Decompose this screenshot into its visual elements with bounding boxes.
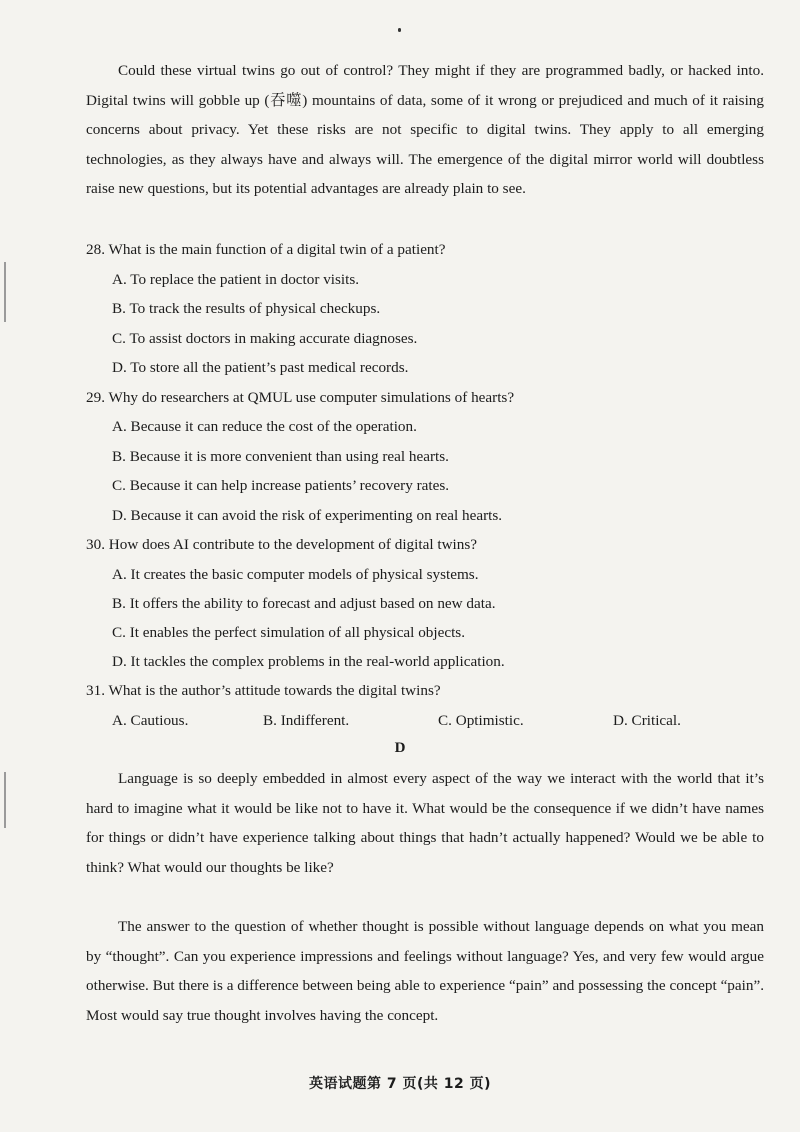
scan-edge-mark xyxy=(4,772,6,828)
question-29-option-c: C. Because it can help increase patients’ recovery rates. xyxy=(112,477,450,494)
question-30-option-c: C. It enables the perfect simulation of all physical objects. xyxy=(112,624,466,641)
question-28-option-a: A. To replace the patient in doctor visits. xyxy=(112,271,360,288)
question-28-option-c: C. To assist doctors in making accurate diagnoses. xyxy=(112,330,418,347)
question-31-option-b: B. Indifferent. xyxy=(263,712,350,729)
scan-edge-mark xyxy=(4,262,6,322)
question-29-option-d: D. Because it can avoid the risk of experimenting on real hearts. xyxy=(112,507,503,524)
passage-c-paragraph: Could these virtual twins go out of control? They might if they are programmed badly, or hacked into. Digital twins will gobble up (吞噬) mountains of data, some of it wrong or prejudiced and much of it raising concerns about privacy. Yet these risks are not specific to digital twins. They apply to all emerging technologies, as they always have and always will. The emergence of the digital mirror world will doubtless raise new questions, but its potential advantages are already plain to see. xyxy=(86,62,764,198)
question-31-option-a: A. Cautious. xyxy=(112,712,189,729)
question-30-option-b: B. It offers the ability to forecast and adjust based on new data. xyxy=(112,595,496,612)
top-mark xyxy=(398,28,401,32)
question-29-option-a: A. Because it can reduce the cost of the operation. xyxy=(112,418,417,435)
passage-d-paragraph-1: Language is so deeply embedded in almost every aspect of the way we interact with the world that it’s hard to imagine what it would be like not to have it. What would be the consequence if we didn’t have names for things or didn’t have experience talking about things that hadn’t actually happened? Would we be able to think? What would our thoughts be like? xyxy=(86,770,764,876)
question-29-option-b: B. Because it is more convenient than using real hearts. xyxy=(112,448,449,465)
question-31-option-d: D. Critical. xyxy=(613,712,681,729)
passage-d-letter: D xyxy=(394,740,406,756)
question-28-stem: 28. What is the main function of a digital twin of a patient? xyxy=(86,241,446,258)
question-30-option-a: A. It creates the basic computer models of physical systems. xyxy=(112,566,479,583)
question-31-option-c: C. Optimistic. xyxy=(438,712,524,729)
page-footer: 英语试题第 7 页(共 12 页) xyxy=(308,1076,492,1092)
question-30-option-d: D. It tackles the complex problems in the real-world application. xyxy=(112,653,505,670)
question-31-stem: 31. What is the author’s attitude towards the digital twins? xyxy=(86,682,441,699)
question-29-stem: 29. Why do researchers at QMUL use computer simulations of hearts? xyxy=(86,389,515,406)
passage-d-paragraph-2: The answer to the question of whether thought is possible without language depends on what you mean by “thought”. Can you experience impressions and feelings without language? Yes, and very few would argue otherwise. But there is a difference between being able to experience “pain” and possessing the concept “pain”. Most would say true thought involves having the concept. xyxy=(86,918,764,1024)
question-30-stem: 30. How does AI contribute to the development of digital twins? xyxy=(86,536,478,553)
question-28-option-b: B. To track the results of physical checkups. xyxy=(112,300,381,317)
question-28-option-d: D. To store all the patient’s past medical records. xyxy=(112,359,409,376)
